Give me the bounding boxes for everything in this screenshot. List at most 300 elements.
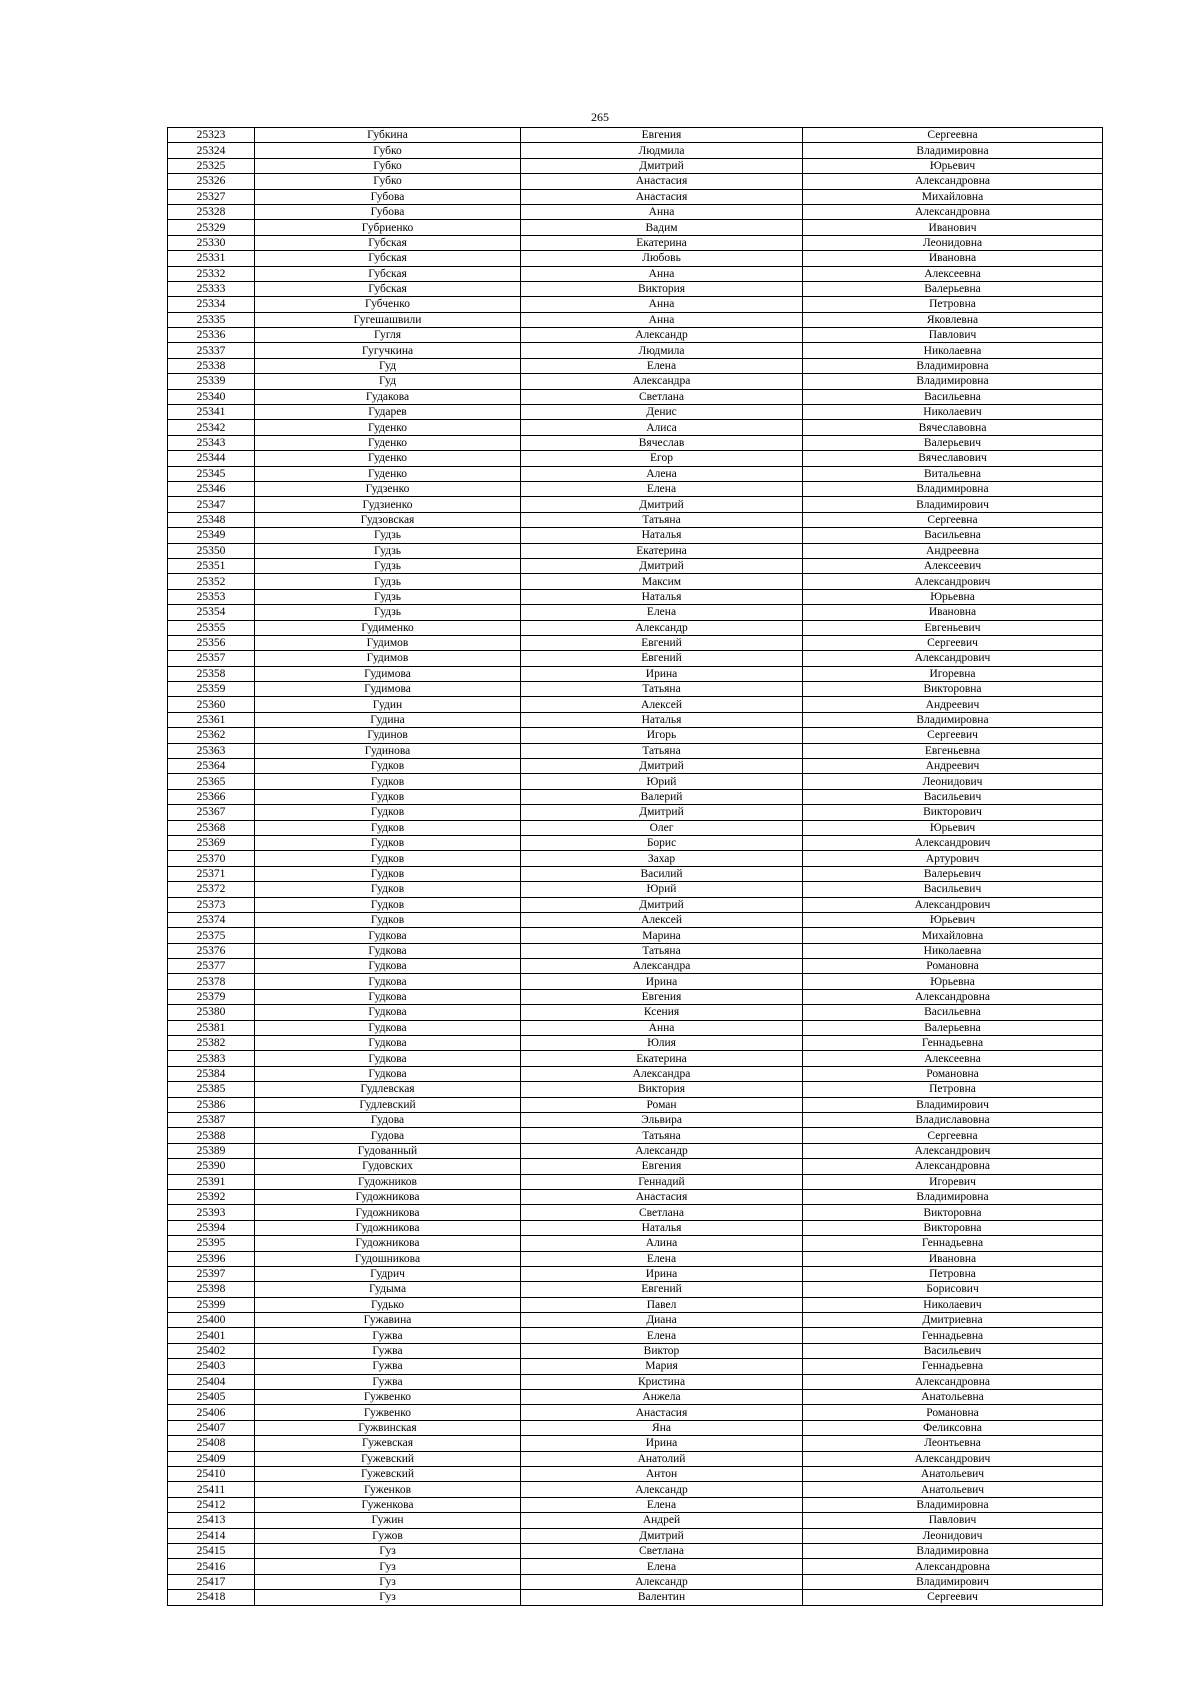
last-name-cell: Гудкова: [255, 928, 521, 943]
table-row: [168, 1359, 1103, 1374]
table-row: [168, 651, 1103, 666]
record-number-cell: 25367: [168, 805, 255, 820]
record-number-cell: 25390: [168, 1159, 255, 1174]
last-name-cell: Гудинов: [255, 728, 521, 743]
table-row: [168, 174, 1103, 189]
record-number-cell: 25332: [168, 266, 255, 281]
first-name-cell: Алексей: [521, 912, 803, 927]
patronymic-cell: Александровна: [803, 204, 1103, 219]
record-number-cell: 25388: [168, 1128, 255, 1143]
first-name-cell: Светлана: [521, 1205, 803, 1220]
last-name-cell: Гудина: [255, 712, 521, 727]
record-number-cell: 25381: [168, 1020, 255, 1035]
first-name-cell: Елена: [521, 1559, 803, 1574]
first-name-cell: Анна: [521, 1020, 803, 1035]
patronymic-cell: Александровна: [803, 1374, 1103, 1389]
table-row: [168, 158, 1103, 173]
record-number-cell: 25327: [168, 189, 255, 204]
record-number-cell: 25351: [168, 558, 255, 573]
table-row: [168, 882, 1103, 897]
patronymic-cell: Игоревич: [803, 1174, 1103, 1189]
patronymic-cell: Викторовна: [803, 1220, 1103, 1235]
first-name-cell: Александр: [521, 620, 803, 635]
first-name-cell: Павел: [521, 1297, 803, 1312]
record-number-cell: 25364: [168, 759, 255, 774]
last-name-cell: Гужевский: [255, 1451, 521, 1466]
table-row: [168, 297, 1103, 312]
first-name-cell: Екатерина: [521, 235, 803, 250]
last-name-cell: Гудин: [255, 697, 521, 712]
patronymic-cell: Валерьевич: [803, 866, 1103, 881]
record-number-cell: 25338: [168, 358, 255, 373]
table-row: [168, 1282, 1103, 1297]
last-name-cell: Гударев: [255, 405, 521, 420]
patronymic-cell: Николаевич: [803, 1297, 1103, 1312]
first-name-cell: Наталья: [521, 589, 803, 604]
last-name-cell: Гудовских: [255, 1159, 521, 1174]
table-row: [168, 928, 1103, 943]
patronymic-cell: Ивановна: [803, 605, 1103, 620]
patronymic-cell: Леонидович: [803, 774, 1103, 789]
record-number-cell: 25395: [168, 1236, 255, 1251]
table-row: [168, 374, 1103, 389]
first-name-cell: Татьяна: [521, 743, 803, 758]
record-number-cell: 25358: [168, 666, 255, 681]
last-name-cell: Гудожникова: [255, 1236, 521, 1251]
patronymic-cell: Леонидович: [803, 1528, 1103, 1543]
table-row: [168, 835, 1103, 850]
first-name-cell: Борис: [521, 835, 803, 850]
first-name-cell: Дмитрий: [521, 897, 803, 912]
last-name-cell: Гудков: [255, 774, 521, 789]
table-row: [168, 235, 1103, 250]
table-row: [168, 466, 1103, 481]
record-number-cell: 25401: [168, 1328, 255, 1343]
last-name-cell: Гуд: [255, 358, 521, 373]
record-number-cell: 25398: [168, 1282, 255, 1297]
first-name-cell: Евгения: [521, 989, 803, 1004]
last-name-cell: Гужов: [255, 1528, 521, 1543]
patronymic-cell: Владимировна: [803, 143, 1103, 158]
table-row: [168, 1082, 1103, 1097]
first-name-cell: Евгения: [521, 128, 803, 143]
table-row: [168, 1005, 1103, 1020]
record-number-cell: 25348: [168, 512, 255, 527]
table-row: [168, 204, 1103, 219]
table-row: [168, 512, 1103, 527]
last-name-cell: Гужва: [255, 1359, 521, 1374]
table-row: [168, 943, 1103, 958]
table-row: [168, 1251, 1103, 1266]
table-row: [168, 266, 1103, 281]
patronymic-cell: Феликсовна: [803, 1420, 1103, 1435]
patronymic-cell: Петровна: [803, 1266, 1103, 1281]
record-number-cell: 25377: [168, 959, 255, 974]
record-number-cell: 25354: [168, 605, 255, 620]
first-name-cell: Анна: [521, 297, 803, 312]
patronymic-cell: Леонидовна: [803, 235, 1103, 250]
record-number-cell: 25376: [168, 943, 255, 958]
last-name-cell: Гудзь: [255, 558, 521, 573]
table-row: [168, 405, 1103, 420]
first-name-cell: Александра: [521, 1066, 803, 1081]
record-number-cell: 25349: [168, 528, 255, 543]
patronymic-cell: Сергеевич: [803, 728, 1103, 743]
last-name-cell: Гудзь: [255, 543, 521, 558]
first-name-cell: Дмитрий: [521, 497, 803, 512]
last-name-cell: Гуденко: [255, 435, 521, 450]
table-row: [168, 251, 1103, 266]
record-number-cell: 25363: [168, 743, 255, 758]
last-name-cell: Гудимова: [255, 666, 521, 681]
first-name-cell: Вячеслав: [521, 435, 803, 450]
patronymic-cell: Викторовна: [803, 1205, 1103, 1220]
table-row: [168, 420, 1103, 435]
record-number-cell: 25414: [168, 1528, 255, 1543]
record-number-cell: 25411: [168, 1482, 255, 1497]
patronymic-cell: Васильевич: [803, 882, 1103, 897]
table-row: [168, 1390, 1103, 1405]
first-name-cell: Алексей: [521, 697, 803, 712]
patronymic-cell: Николаевна: [803, 943, 1103, 958]
patronymic-cell: Андреевич: [803, 759, 1103, 774]
record-number-cell: 25357: [168, 651, 255, 666]
last-name-cell: Гугешашвили: [255, 312, 521, 327]
record-number-cell: 25374: [168, 912, 255, 927]
first-name-cell: Анжела: [521, 1390, 803, 1405]
table-row: [168, 1143, 1103, 1158]
last-name-cell: Гугучкина: [255, 343, 521, 358]
first-name-cell: Валерий: [521, 789, 803, 804]
record-number-cell: 25392: [168, 1189, 255, 1204]
registry-body: [168, 128, 1103, 1606]
record-number-cell: 25324: [168, 143, 255, 158]
first-name-cell: Виктория: [521, 1082, 803, 1097]
patronymic-cell: Николаевна: [803, 343, 1103, 358]
first-name-cell: Людмила: [521, 343, 803, 358]
patronymic-cell: Владимировна: [803, 1189, 1103, 1204]
patronymic-cell: Витальевна: [803, 466, 1103, 481]
last-name-cell: Гудова: [255, 1128, 521, 1143]
patronymic-cell: Артурович: [803, 851, 1103, 866]
last-name-cell: Гудкова: [255, 1005, 521, 1020]
first-name-cell: Анастасия: [521, 189, 803, 204]
table-row: [168, 1205, 1103, 1220]
last-name-cell: Гудков: [255, 805, 521, 820]
first-name-cell: Мария: [521, 1359, 803, 1374]
first-name-cell: Яна: [521, 1420, 803, 1435]
record-number-cell: 25373: [168, 897, 255, 912]
record-number-cell: 25362: [168, 728, 255, 743]
last-name-cell: Гужавина: [255, 1313, 521, 1328]
patronymic-cell: Валерьевич: [803, 435, 1103, 450]
patronymic-cell: Геннадьевна: [803, 1036, 1103, 1051]
table-row: [168, 343, 1103, 358]
record-number-cell: 25323: [168, 128, 255, 143]
table-row: [168, 1020, 1103, 1035]
last-name-cell: Гужва: [255, 1374, 521, 1389]
last-name-cell: Губкина: [255, 128, 521, 143]
last-name-cell: Гудков: [255, 912, 521, 927]
record-number-cell: 25346: [168, 481, 255, 496]
first-name-cell: Анастасия: [521, 1189, 803, 1204]
record-number-cell: 25375: [168, 928, 255, 943]
first-name-cell: Василий: [521, 866, 803, 881]
record-number-cell: 25350: [168, 543, 255, 558]
table-row: [168, 620, 1103, 635]
last-name-cell: Гудошникова: [255, 1251, 521, 1266]
last-name-cell: Губриенко: [255, 220, 521, 235]
table-row: [168, 1513, 1103, 1528]
last-name-cell: Губко: [255, 158, 521, 173]
patronymic-cell: Николаевич: [803, 405, 1103, 420]
patronymic-cell: Сергеевна: [803, 512, 1103, 527]
table-row: [168, 1374, 1103, 1389]
table-row: [168, 281, 1103, 296]
last-name-cell: Губченко: [255, 297, 521, 312]
last-name-cell: Гуз: [255, 1590, 521, 1605]
last-name-cell: Гужва: [255, 1328, 521, 1343]
record-number-cell: 25403: [168, 1359, 255, 1374]
last-name-cell: Гуз: [255, 1574, 521, 1589]
first-name-cell: Наталья: [521, 528, 803, 543]
first-name-cell: Дмитрий: [521, 759, 803, 774]
first-name-cell: Ирина: [521, 1436, 803, 1451]
patronymic-cell: Павлович: [803, 328, 1103, 343]
patronymic-cell: Васильевич: [803, 789, 1103, 804]
patronymic-cell: Иванович: [803, 220, 1103, 235]
patronymic-cell: Евгеньевич: [803, 620, 1103, 635]
patronymic-cell: Владимировна: [803, 1497, 1103, 1512]
patronymic-cell: Сергеевна: [803, 128, 1103, 143]
last-name-cell: Гудков: [255, 882, 521, 897]
table-row: [168, 1313, 1103, 1328]
patronymic-cell: Валерьевна: [803, 281, 1103, 296]
table-row: [168, 451, 1103, 466]
last-name-cell: Гудожникова: [255, 1189, 521, 1204]
record-number-cell: 25396: [168, 1251, 255, 1266]
last-name-cell: Гуз: [255, 1559, 521, 1574]
last-name-cell: Гудимов: [255, 635, 521, 650]
patronymic-cell: Романовна: [803, 1066, 1103, 1081]
first-name-cell: Анастасия: [521, 174, 803, 189]
patronymic-cell: Александрович: [803, 574, 1103, 589]
first-name-cell: Андрей: [521, 1513, 803, 1528]
patronymic-cell: Евгеньевна: [803, 743, 1103, 758]
patronymic-cell: Александрович: [803, 835, 1103, 850]
table-row: [168, 728, 1103, 743]
table-row: [168, 805, 1103, 820]
patronymic-cell: Владимировна: [803, 358, 1103, 373]
table-row: [168, 743, 1103, 758]
table-row: [168, 974, 1103, 989]
first-name-cell: Дмитрий: [521, 558, 803, 573]
table-row: [168, 189, 1103, 204]
record-number-cell: 25400: [168, 1313, 255, 1328]
last-name-cell: Гуденко: [255, 466, 521, 481]
patronymic-cell: Геннадьевна: [803, 1236, 1103, 1251]
last-name-cell: Гудков: [255, 851, 521, 866]
patronymic-cell: Ивановна: [803, 1251, 1103, 1266]
table-row: [168, 1128, 1103, 1143]
table-row: [168, 328, 1103, 343]
patronymic-cell: Владимировна: [803, 374, 1103, 389]
first-name-cell: Евгения: [521, 1159, 803, 1174]
table-row: [168, 1328, 1103, 1343]
table-row: [168, 1036, 1103, 1051]
record-number-cell: 25385: [168, 1082, 255, 1097]
last-name-cell: Губова: [255, 189, 521, 204]
first-name-cell: Елена: [521, 605, 803, 620]
patronymic-cell: Валерьевна: [803, 1020, 1103, 1035]
record-number-cell: 25337: [168, 343, 255, 358]
record-number-cell: 25416: [168, 1559, 255, 1574]
patronymic-cell: Романовна: [803, 1405, 1103, 1420]
first-name-cell: Елена: [521, 481, 803, 496]
patronymic-cell: Викторовна: [803, 682, 1103, 697]
first-name-cell: Максим: [521, 574, 803, 589]
first-name-cell: Роман: [521, 1097, 803, 1112]
first-name-cell: Екатерина: [521, 543, 803, 558]
table-row: [168, 1543, 1103, 1558]
first-name-cell: Виктор: [521, 1343, 803, 1358]
first-name-cell: Денис: [521, 405, 803, 420]
last-name-cell: Гудимова: [255, 682, 521, 697]
record-number-cell: 25384: [168, 1066, 255, 1081]
page-number: 265: [591, 110, 609, 124]
last-name-cell: Гудлевский: [255, 1097, 521, 1112]
table-row: [168, 481, 1103, 496]
last-name-cell: Гужин: [255, 1513, 521, 1528]
patronymic-cell: Алексеевич: [803, 558, 1103, 573]
first-name-cell: Алена: [521, 466, 803, 481]
patronymic-cell: Павлович: [803, 1513, 1103, 1528]
record-number-cell: 25397: [168, 1266, 255, 1281]
table-row: [168, 312, 1103, 327]
record-number-cell: 25347: [168, 497, 255, 512]
first-name-cell: Марина: [521, 928, 803, 943]
table-row: [168, 358, 1103, 373]
record-number-cell: 25344: [168, 451, 255, 466]
patronymic-cell: Юрьевич: [803, 912, 1103, 927]
record-number-cell: 25406: [168, 1405, 255, 1420]
last-name-cell: Гудзовская: [255, 512, 521, 527]
last-name-cell: Гудожников: [255, 1174, 521, 1189]
patronymic-cell: Сергеевич: [803, 635, 1103, 650]
patronymic-cell: Васильевна: [803, 389, 1103, 404]
patronymic-cell: Анатольевич: [803, 1466, 1103, 1481]
record-number-cell: 25339: [168, 374, 255, 389]
table-row: [168, 789, 1103, 804]
last-name-cell: Гужвенко: [255, 1405, 521, 1420]
first-name-cell: Александр: [521, 1143, 803, 1158]
patronymic-cell: Владимирович: [803, 497, 1103, 512]
table-row: [168, 712, 1103, 727]
patronymic-cell: Владимирович: [803, 1574, 1103, 1589]
last-name-cell: Гудков: [255, 759, 521, 774]
record-number-cell: 25340: [168, 389, 255, 404]
patronymic-cell: Михайловна: [803, 189, 1103, 204]
last-name-cell: Гудков: [255, 897, 521, 912]
patronymic-cell: Александрович: [803, 651, 1103, 666]
first-name-cell: Юрий: [521, 774, 803, 789]
first-name-cell: Александр: [521, 1482, 803, 1497]
last-name-cell: Гудкова: [255, 959, 521, 974]
patronymic-cell: Юрьевич: [803, 158, 1103, 173]
last-name-cell: Гудкова: [255, 1036, 521, 1051]
last-name-cell: Губская: [255, 235, 521, 250]
table-row: [168, 1097, 1103, 1112]
last-name-cell: Гудков: [255, 866, 521, 881]
record-number-cell: 25409: [168, 1451, 255, 1466]
record-number-cell: 25383: [168, 1051, 255, 1066]
first-name-cell: Анастасия: [521, 1405, 803, 1420]
first-name-cell: Юрий: [521, 882, 803, 897]
first-name-cell: Ксения: [521, 1005, 803, 1020]
last-name-cell: Гудзь: [255, 528, 521, 543]
last-name-cell: Гудименко: [255, 620, 521, 635]
patronymic-cell: Александрович: [803, 897, 1103, 912]
last-name-cell: Гуденко: [255, 451, 521, 466]
first-name-cell: Валентин: [521, 1590, 803, 1605]
record-number-cell: 25334: [168, 297, 255, 312]
patronymic-cell: Романовна: [803, 959, 1103, 974]
table-row: [168, 851, 1103, 866]
record-number-cell: 25325: [168, 158, 255, 173]
first-name-cell: Евгений: [521, 635, 803, 650]
last-name-cell: Губская: [255, 251, 521, 266]
first-name-cell: Геннадий: [521, 1174, 803, 1189]
record-number-cell: 25380: [168, 1005, 255, 1020]
patronymic-cell: Васильевна: [803, 1005, 1103, 1020]
table-row: [168, 635, 1103, 650]
last-name-cell: Губко: [255, 143, 521, 158]
record-number-cell: 25343: [168, 435, 255, 450]
first-name-cell: Татьяна: [521, 1128, 803, 1143]
first-name-cell: Анна: [521, 204, 803, 219]
first-name-cell: Елена: [521, 358, 803, 373]
record-number-cell: 25341: [168, 405, 255, 420]
last-name-cell: Гугля: [255, 328, 521, 343]
record-number-cell: 25365: [168, 774, 255, 789]
first-name-cell: Ирина: [521, 974, 803, 989]
first-name-cell: Захар: [521, 851, 803, 866]
last-name-cell: Гудинова: [255, 743, 521, 758]
first-name-cell: Евгений: [521, 651, 803, 666]
patronymic-cell: Михайловна: [803, 928, 1103, 943]
patronymic-cell: Владимирович: [803, 1097, 1103, 1112]
table-row: [168, 1066, 1103, 1081]
patronymic-cell: Владимировна: [803, 1543, 1103, 1558]
table-row: [168, 1236, 1103, 1251]
record-number-cell: 25355: [168, 620, 255, 635]
record-number-cell: 25329: [168, 220, 255, 235]
last-name-cell: Гудкова: [255, 1020, 521, 1035]
record-number-cell: 25359: [168, 682, 255, 697]
first-name-cell: Татьяна: [521, 512, 803, 527]
last-name-cell: Гудкова: [255, 1051, 521, 1066]
record-number-cell: 25333: [168, 281, 255, 296]
table-row: [168, 435, 1103, 450]
table-row: [168, 605, 1103, 620]
record-number-cell: 25356: [168, 635, 255, 650]
record-number-cell: 25407: [168, 1420, 255, 1435]
last-name-cell: Гудожникова: [255, 1220, 521, 1235]
record-number-cell: 25415: [168, 1543, 255, 1558]
record-number-cell: 25352: [168, 574, 255, 589]
last-name-cell: Гудкова: [255, 943, 521, 958]
table-row: [168, 989, 1103, 1004]
